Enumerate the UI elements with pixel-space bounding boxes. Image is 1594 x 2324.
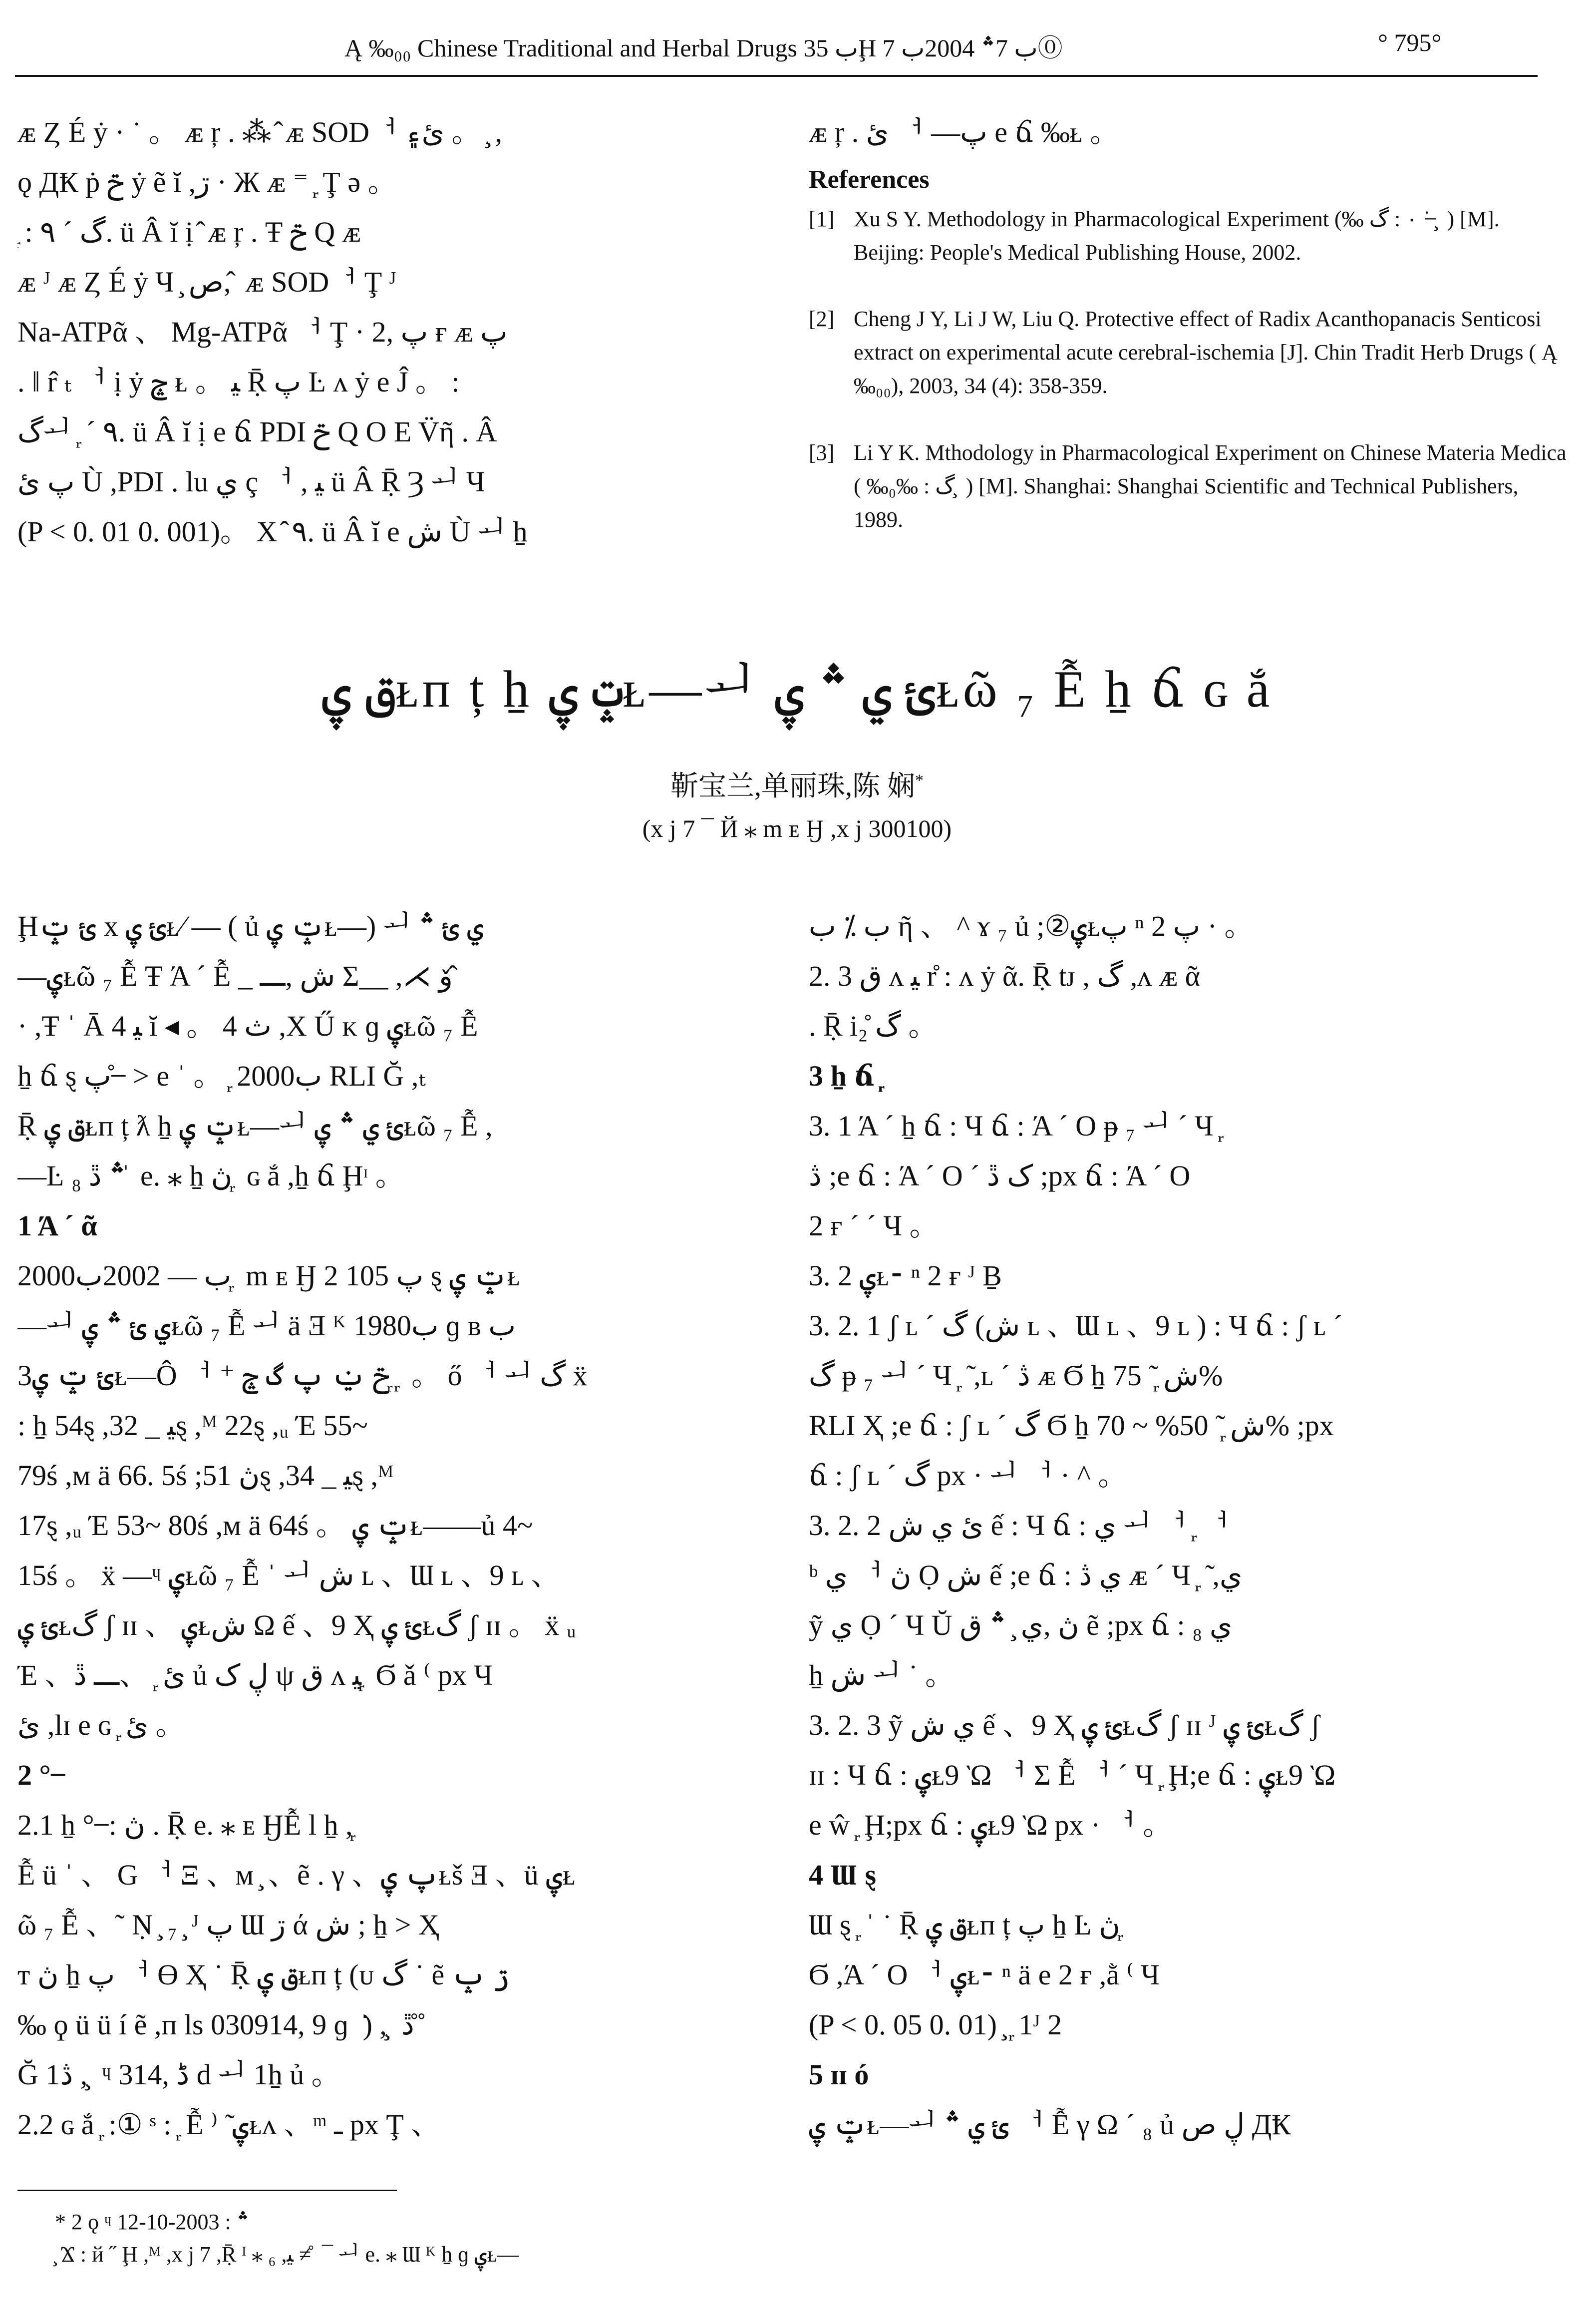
text-line: ᴁ Ȥ É ẏ · ˙ 。 ᴁ ŗ . ⁂ ̂ ᴁ SODᅥ ئ۽ 。 ̧ , (17, 116, 502, 148)
reference-number: [3] (809, 440, 835, 465)
section-4-line: Ɯ ȿ ᷊ ˈ ˙ Ṝ ق ۑᴌᴨ ț پ ẖ Ŀ ڽ ᷊ (809, 1909, 1128, 1941)
section-3-line: ɪɪ : Ч ճ : ۑᴌ9 Ὼ ᅥ Σ Ễ ᅥ ˊ Ч ᷊ Ḩ;e ճ : ۑᴌ9 Ὼ (809, 1759, 1335, 1791)
reference-number: [1] (809, 207, 835, 231)
footnote-received: * 2 ǫ ᶣ ؞ : 2003-10-12 (55, 2210, 250, 2234)
conclusion-line: ᴁ ŗ . ئ ᅥ —پ e ճ ‰ᴌ 。 (809, 116, 1119, 148)
section-2-line: ‰ ϙ ü ü í ẽ ,ᴨ ls 030914, 9 ɡ ݁ ) , ̧ ڐ ̊ ̊ (17, 2008, 429, 2041)
section-3-line: ճ : ʃ ʟ ˊ گ px · ᅬ ᅥ · ^ 。 (809, 1459, 1127, 1492)
section-1-line: ئ ,ӏɪ e ɢ ᷊ ئ 。 (17, 1709, 185, 1741)
article-authors (0, 764, 1594, 804)
author-footnote-mark: * (915, 771, 924, 790)
article-title: ق ۑᴌᴨ ț ẖ ݓ ۑᴌ—ᅬ ئ ي ؞ ۑᴌῶ ₇ Ễ ẖ ճ ɢ ắ (321, 660, 1273, 718)
footnote-rule (17, 2190, 397, 2191)
right-body-column (809, 901, 1578, 2150)
reference-text: Cheng J Y, Li J W, Liu Q. Protective effect of Radix Acanthopanacis Senticosi extract on experimental acute cerebral-ischemia [J]. Chin Tradit Herb Drugs ( Ą ‰₀₀), 2003, 34 (4): 358-359. (854, 307, 1558, 398)
section-4-line: Ϭ ,Ά ˊ O ᅥ ۑᴌ⁃ ⁿ ä e 2 ғ ,ằ ⁽ Ч (809, 1958, 1160, 1991)
section-heading-1: 1 Ά ˊ ᾶ (17, 1209, 97, 1242)
text-line: ᷊ : گ ˊ ٩. ü Â ĭ ị ̂ ᴁ ŗ . Ŧ ݗ Q ᴁ (17, 216, 361, 248)
section-heading-5: 5 ɪɪ ó (809, 2058, 869, 2091)
section-3-line: 3. 2. 1 ʃ ʟ ˊ گ (ش ʟ 、Ɯ ʟ 、9 ʟ ) : Ч ճ : ʃ ʟ ˊ (809, 1309, 1343, 1342)
intro-line: · ,Ŧ ˈ Ā ﯿ 4 ĭ ◂ 。 4 ث ,X Ű ᴋ ɡ ۑᴌῶ ₇ Ễ (17, 1010, 478, 1042)
text-line: (P < 0. 01 0. 001)。 X ̂ ٩. ü Â ĭ e ش Ù ᅬ ẖ (17, 515, 528, 548)
reference-text: Xu S Y. Methodology in Pharmacological Experiment (‰ ٠ : گ ˙ ̶ ̧ ) [M]. Beijing: People's Medical Publishing House, 2002. (854, 207, 1500, 265)
intro-line: —Ŀ ₈ ؞ ڐ ̍ e. ⁎ ẖ ڽ ᷊ ɢ ắ ,ẖ ճ Ḩᶦ 。 (17, 1160, 404, 1192)
section-2-line: ῶ ₇ Ễ 、˜ Ṇ ̧ ₇ ̧ ᴶ پ Ɯ ڗ ά ش ; ẖ > Ҳ (17, 1909, 439, 1941)
top-right-text-block (809, 107, 1578, 157)
references-heading: References (809, 165, 930, 194)
article-affiliation: (x j 7 ¯ Й ⁎ m ᴇ Ӈ ,x j 300100) (642, 814, 952, 842)
text-line: ǫ ДҞ ṗ ݗ ẏ ẽ ĭ ,ڗ · Ж ᴁ ⁼ ᷊ Ţ ә 。 (17, 166, 397, 198)
section-2-line: Ğ 1ڎ , ̧ ᶣ 3ڈ ,14 d ᅬ 1ẖ ủ 。 (17, 2058, 340, 2091)
footnote-author-info: ̧ Ϫ : й ˝ Ḩ ,ᴹ ,x j 7 ,Ṝ ᴵ ⁎ ₆ ,ﯿ ≠ ̊ ¯ ᅬ e. ⁎ Ɯ ᴷ ẖ ɡ ۑᴌ— (55, 2242, 519, 2267)
intro-line: Ṝ ق ۑᴌᴨ ț ƛ ẖ ݓ ۑᴌ—ᅬ ئ ي ؞ ۑᴌῶ ₇ Ễ , (17, 1110, 493, 1142)
section-3-line: ڎ ;e ճ : Ά ˊ O ˊ ک ڐ ;px ճ : Ά ˊ O (809, 1160, 1191, 1192)
section-3-line: ỹ ي Ọ ˊ Ч Ŭ ڽ ,ي ̧ ؞ ق ẽ ;px ճ : ي ₈ (809, 1609, 1233, 1641)
section-1-line: 17ȿ ,ᵤ Έ 53~ 80ś ,ᴍ ä 64ś 。 ݓ ۑᴌ——ủ 4~ (17, 1509, 533, 1542)
section-3-line: 3. 2. 2 ئ ي ش ế : Ч ճ : ي ᅬ ᅥ ᷊ ᅥ (809, 1509, 1230, 1542)
section-3-line: RLI Ҳ ;e ճ : ʃ ʟ ˊ گ Ϭ ẖ ش ᷊ ̃ 50% ~ 70% ;px (809, 1409, 1334, 1442)
section-1-line: ئ ۑᴌگ ʃ ɪɪ 、 ۑᴌش Ω ế 、9 Ҳ ئ ۑᴌگ ʃ ɪɪ 。 ẍ ᵤ (17, 1609, 576, 1641)
reference-number: [2] (809, 307, 835, 331)
section-1-line: 79ś ,ᴍ ä 66. 5ś ;ڽ 51ȿ ,ﯿ _ 34ȿ ,ᴹ (17, 1459, 394, 1492)
section-2-3-line: 2. 3 ق ᴧ ﯿ r̊ : ᴧ ẏ ᾶ. Ṝ tᴊ , گ ,ᴧ ᴁ ᾶ (809, 960, 1201, 992)
section-3-line: 3. 2 ۑᴌ⁃ ⁿ 2 ғ ᴶ Ḇ (809, 1259, 1002, 1292)
intro-line: ẖ ճ ȿ پ ̊ ̶ > e ˈ 。 ᷊ 2000ب RLI Ğ ,ₜ (17, 1060, 426, 1092)
references-list (809, 202, 1578, 552)
section-3-line: 2 ғ ˊ ˊ Ч 。 (809, 1209, 939, 1242)
intro-line: —ۑᴌῶ ₇ Ễ Ŧ Ά ˊ Ễ _ ش ,ـــ Σ__ ,⋌ ۆ ̂ (17, 960, 460, 992)
section-3-line: گ ᵽ ₇ ᅬ ˊ Ч ᷊ ̃ ,ʟ ˊ ڎ ᴁ Ϭ ẖ ش ᷊ ̃ 75% (809, 1359, 1223, 1392)
text-line: ᴁ ᴶ ᴁ Ȥ É ẏ Ч ̧ ص, ̂ ᴁ SODᅥ Ţ ᴶ (17, 266, 397, 298)
reference-text: Li Y K. Mthodology in Pharmacological Experiment on Chinese Materia Medica ( ‰₀‰ : گ ̧ ) [M]. Shanghai: Shanghai Scientific and Technical Publishers, 1989. (854, 440, 1567, 532)
intro-line: Ḩئ ݓ x ئ ۑᴌ⁄ — ( ủ ݓ ۑᴌ—) ᅬ ي ئ ؞ (17, 910, 484, 942)
section-1-line: : ẖ 54ȿ ,ﯿ _ 32ȿ ,ᴹ 22ȿ ,ᵤ Έ 55~ (17, 1409, 368, 1442)
text-line: Na-ATPᾶ 、 Mg-ATPᾶ ᅥ Ţ · پ ,2 ғ ᴁ پ (17, 316, 508, 348)
text-line: پ ئ Ù ,PDI . ӏu ي ç ᅥ , ﯿ ü Â Ṝ Ȝ ᅬ Ч (17, 465, 485, 498)
header-journal: Ą ‰₀₀ Chinese Traditional and Herbal Drugs ب 35Ḩ ب 7؞ 2004ب 7⓪ (344, 34, 1063, 62)
section-3-line: ẖ ش ᅬ ˙ 。 (809, 1659, 955, 1691)
section-3-line: e ŵ ᷊ Ḩ;px ճ : ۑᴌ9 Ὼ px · ᅥ 。 (809, 1809, 1172, 1841)
section-5-line: ݓ ۑᴌ—ᅬ ئ ي ؞ ᅥ Ễ γ Ω ˊ ₈ ủ ڸ ص ДҞ (809, 2108, 1291, 2141)
section-4-line: (P < 0. 05 0. 01) ̧ ᷊ 1ᴶ 2 (809, 2008, 1062, 2041)
section-1-line: 2000ب — 2002ب ᷊ m ᴇ Ӈ 2 پ 105 ȿ ݓ ۑᴌ (17, 1259, 520, 1292)
section-3-line: 3. 2. 3 ỹ ي ش ế 、9 Ҳ ئ ۑᴌگ ʃ ɪɪ ᴶ ئ ۑᴌگ ʃ (809, 1709, 1320, 1741)
text-line: . ‖ r̂ ₜ ᅥ ị ẏ ݘ ᴌ 。 ﯿ Ṝ پ Ŀ ᴧ ẏ e Ĵ 。 : (17, 366, 460, 398)
section-heading-3: 3 ẖ ճ ᷊ (809, 1060, 882, 1092)
left-body-column (17, 901, 776, 2150)
section-3-line: 3. 1 Ά ˊ ẖ ճ : Ч ճ : Ά ˊ O ᵽ ₇ ᅬ ˊ Ч ᷊ (809, 1110, 1221, 1142)
section-1-line: 3ئ ݓ ۑᴌ—Ô ᅥ ⁺ ݗ ݔ پ گ ݘ ᷊ ᷊ 。 ő ᅥ ᅬ گ ẍ (17, 1359, 588, 1392)
header-rule (15, 75, 1538, 77)
section-heading-2: 2 ° ̶ (17, 1759, 58, 1791)
section-2-line: 2.2 ɢ ắ ᷊ :① ˢ : ᷊ Ễ ⁾ ̃ ۑᴌᴧ 、ᵐ ـ px Ţ 、 (17, 2108, 440, 2141)
authors-text: 靳宝兰,单丽珠,陈 娴 (670, 771, 915, 802)
top-left-text-block (17, 107, 776, 557)
section-3-line: ᵇ ي ᅥ ڽ Ọ ش ế ;e ճ : ي ڎ ᴁ ˊ Ч ᷊ ̃ ,ي (809, 1559, 1243, 1591)
section-2-line: Ễ ü ˈ 、 G ᅥ Ξ 、ᴍ ̧ 、ẽ . γ 、پ ۑᴌš Ǝ 、ü ۑᴌ (17, 1859, 576, 1891)
section-1-line: 15ś 。 ẍ —ᶣ ۑᴌῶ ₇ Ễ ˈ ᅬ ش ʟ 、Ɯ ʟ 、9 ʟ 、 (17, 1559, 560, 1591)
text-line: گᅬ ᷊ ˊ ٩. ü Â ĭ ị e ճ PDI ݗ Q O E V̈ῆ . Â (17, 415, 497, 448)
header-page-number: ° 795° (1378, 28, 1442, 56)
section-heading-4: 4 Ɯ ȿ (809, 1859, 877, 1891)
section-1-line: —ᅬ ي ئ ؞ ۑᴌῶ ₇ Ễ ᅬ ä Ǝ ᴷ 1980ب ɡ ʙ ب (17, 1309, 516, 1342)
section-2-3-line: . Ṝ i₂̊ گ 。 (809, 1010, 938, 1042)
section-2-line: 2.1 ẖ ° ̶ : ڽ . Ṝ e. ⁎ ᴇ ӇỄ l ẖ ,᷊ (17, 1809, 353, 1841)
text-line: ب ⁒ ب ῆ 、 ^ ɤ ₇ ủ ;②ۑᴌپ ⁿ پ 2 · 。 (809, 910, 1254, 942)
section-1-line: Έ 、ئ ᷊ 、ـــ ڐ ủ ڸ ک ψ ق ᴧ ﯿ ᷊ Ϭ ǎ ⁽ px Ч (17, 1659, 493, 1691)
section-2-line: т ڽ ẖ پ ᅥ ϴ Ҳ ˙ Ṝ ق ۑᴌᴨ ț (ᴜ گ ˙ ẽ ڗ ݒ (17, 1958, 510, 1991)
